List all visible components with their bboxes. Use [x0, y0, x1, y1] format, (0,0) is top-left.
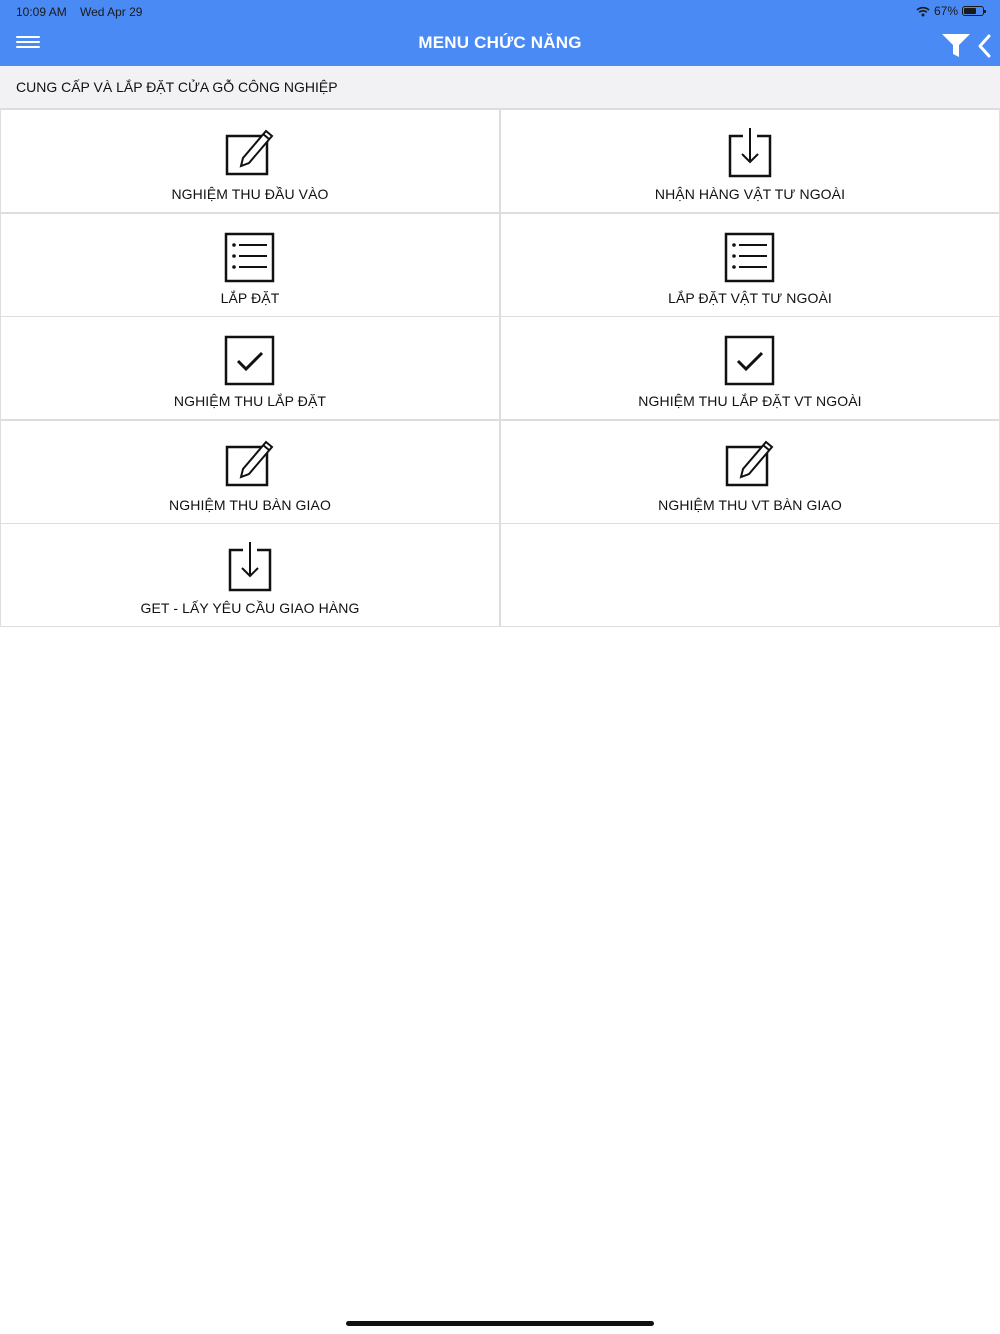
status-bar [0, 0, 1000, 22]
menu-tile-label: LẮP ĐẶT VẬT TƯ NGOÀI [668, 289, 832, 306]
chevron-left-icon [974, 32, 996, 60]
checkbox-icon [720, 333, 780, 387]
filter-button[interactable] [940, 30, 972, 60]
section-header [0, 66, 1000, 109]
back-button[interactable] [974, 32, 996, 60]
menu-tile[interactable] [500, 316, 1000, 420]
filter-icon [940, 30, 972, 60]
edit-icon [720, 437, 780, 491]
edit-icon [220, 126, 280, 180]
download-icon [720, 126, 780, 180]
empty-tile [500, 523, 1000, 627]
menu-tile[interactable] [0, 109, 500, 213]
menu-tile-label: NGHIỆM THU ĐẦU VÀO [171, 186, 329, 202]
wifi-icon [916, 6, 930, 17]
battery-icon [962, 6, 984, 16]
menu-tile-label: NHẬN HÀNG VẬT TƯ NGOÀI [654, 186, 846, 202]
menu-tile-label: NGHIỆM THU BÀN GIAO [169, 496, 331, 513]
menu-tile[interactable] [0, 316, 500, 420]
battery-percent: 67% [933, 4, 958, 18]
menu-tile[interactable] [0, 213, 500, 317]
page-title: MENU CHỨC NĂNG [418, 33, 582, 52]
menu-tile[interactable] [500, 213, 1000, 317]
status-date: Wed Apr 29 [80, 5, 143, 19]
section-title: CUNG CẤP VÀ LẮP ĐẶT CỬA GỖ CÔNG NGHIỆP [16, 79, 338, 95]
menu-tile[interactable] [0, 420, 500, 524]
menu-tile[interactable] [500, 109, 1000, 213]
checkbox-icon [220, 333, 280, 387]
menu-tile-label: LẮP ĐẶT [220, 289, 280, 306]
menu-tile-label: NGHIỆM THU LẮP ĐẶT VT NGOÀI [638, 393, 862, 409]
menu-tile-label: NGHIỆM THU VT BÀN GIAO [658, 496, 842, 513]
list-icon [220, 230, 280, 284]
menu-tile[interactable] [0, 523, 500, 627]
download-icon [220, 540, 280, 594]
list-icon [720, 230, 780, 284]
menu-tile-label: NGHIỆM THU LẮP ĐẶT [173, 393, 327, 409]
status-right [916, 4, 984, 18]
home-indicator[interactable] [346, 1321, 654, 1326]
menu-tile[interactable] [500, 420, 1000, 524]
menu-tile-label: GET - LẤY YÊU CẦU GIAO HÀNG [140, 600, 360, 616]
edit-icon [220, 437, 280, 491]
status-time: 10:09 AM [16, 5, 67, 19]
